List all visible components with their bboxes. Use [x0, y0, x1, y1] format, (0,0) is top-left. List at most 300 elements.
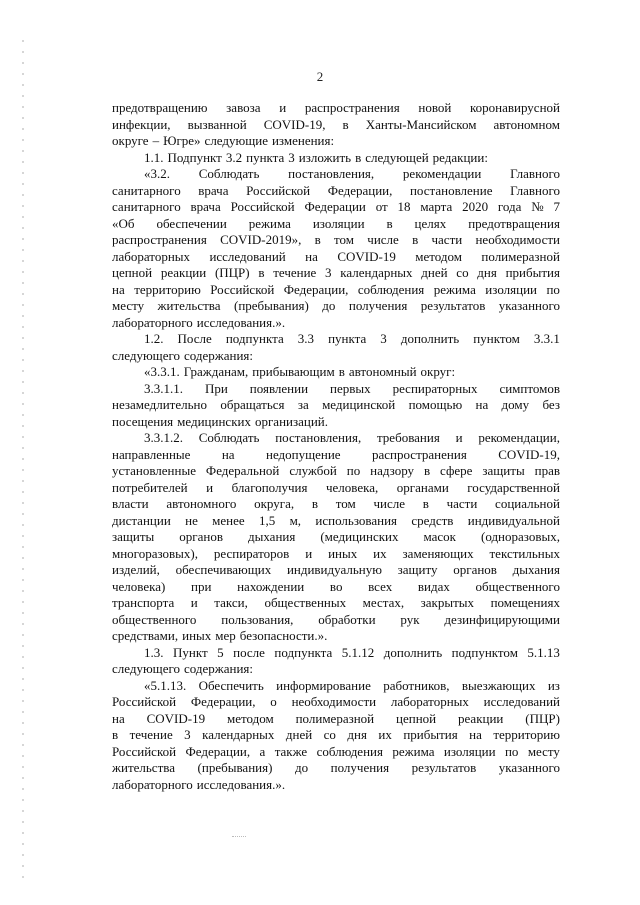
word: цепной	[396, 710, 437, 726]
word: распространения	[112, 232, 207, 247]
word: режима	[248, 215, 291, 231]
word: дезинфицирующими	[444, 611, 560, 627]
text-line	[112, 364, 560, 381]
text-line	[112, 529, 560, 546]
word: содержания:	[183, 661, 254, 676]
word: подпунктом	[451, 644, 518, 660]
word: 1,5	[259, 512, 276, 528]
paragraph	[112, 430, 560, 645]
word: изменения:	[271, 133, 335, 148]
word: месту	[112, 298, 145, 313]
word: всех	[368, 578, 393, 594]
word: исследования.».	[196, 776, 286, 792]
word: «5.1.13.	[144, 677, 187, 693]
word: методом	[226, 710, 274, 726]
text-line	[112, 331, 560, 348]
word: инфекции,	[112, 116, 171, 132]
word: территорию	[134, 281, 201, 297]
text-line	[112, 199, 560, 216]
word: изоляции	[443, 743, 496, 759]
word: до	[294, 760, 309, 775]
word: 3.3	[297, 331, 315, 346]
word: в	[311, 496, 318, 511]
text-line	[112, 183, 560, 200]
word: Главного	[510, 166, 560, 181]
document-body	[112, 100, 560, 793]
word: 5.1.12	[341, 644, 375, 660]
word: Соблюдать	[198, 166, 260, 181]
text-line	[112, 463, 560, 480]
text-line	[112, 480, 560, 497]
word: незамедлительно	[112, 397, 207, 412]
word: защиты	[112, 529, 155, 544]
word: в	[422, 496, 429, 511]
word: закрытых	[420, 595, 475, 610]
word: лабораторного	[112, 314, 193, 330]
word: При	[204, 380, 228, 396]
word: COVID-19,	[263, 116, 326, 132]
word: установленные	[112, 463, 196, 478]
word: исследований	[483, 694, 560, 709]
word: социальной	[495, 496, 560, 511]
word: года	[497, 199, 522, 214]
text-line	[112, 282, 560, 299]
word: –	[152, 133, 160, 148]
text-line	[112, 595, 560, 612]
word: выезжающих	[461, 677, 536, 693]
word: том	[335, 496, 356, 511]
word: округе	[112, 133, 149, 148]
word: результатов	[420, 298, 486, 313]
word: содержания:	[183, 347, 254, 363]
word: органов	[179, 529, 223, 544]
word: редакции:	[432, 149, 488, 165]
word: Главного	[510, 182, 560, 198]
text-line	[112, 628, 560, 645]
word: прибывающим	[252, 364, 335, 379]
word: использования	[315, 512, 398, 528]
word: на	[475, 397, 489, 412]
text-line	[112, 744, 560, 761]
word: Федеральной	[205, 463, 280, 478]
text-line	[112, 678, 560, 695]
word: целях	[414, 215, 447, 231]
word: COVID-19,	[498, 446, 560, 462]
word: пункта	[246, 149, 285, 165]
word: на	[112, 710, 125, 726]
paragraph	[112, 166, 560, 331]
word: респираторов	[213, 545, 290, 561]
word: появлении	[249, 380, 309, 396]
word: следующей	[365, 149, 429, 165]
word: месту	[527, 743, 560, 759]
word: общественных	[264, 595, 347, 610]
text-line	[112, 546, 560, 563]
text-line	[112, 232, 560, 249]
word: изделий,	[112, 562, 160, 577]
text-line	[112, 216, 560, 233]
word: пункта	[328, 331, 367, 346]
word: рекомендации,	[478, 430, 560, 445]
word: масок	[423, 529, 456, 544]
word: территорию	[493, 727, 560, 742]
text-line	[112, 496, 560, 513]
word: получения	[348, 298, 408, 313]
word: о	[270, 694, 277, 709]
word: посещения	[112, 413, 174, 429]
word: в	[258, 265, 265, 280]
scan-mark	[232, 836, 246, 838]
paragraph	[112, 150, 560, 167]
word: Федерации,	[185, 743, 251, 759]
word: и	[455, 430, 463, 445]
word: полимеразной	[481, 248, 560, 264]
word: защиту	[397, 562, 438, 577]
word: Федерации,	[327, 182, 393, 198]
word: 1.1.	[144, 149, 164, 165]
word: 5.1.13	[527, 644, 560, 660]
word: информирование	[276, 677, 371, 693]
word: по	[546, 281, 560, 297]
word: общественного	[112, 611, 197, 627]
word: индивидуальной	[467, 512, 560, 528]
word: в	[412, 232, 419, 247]
word: После	[177, 331, 212, 346]
word: календарных	[202, 727, 275, 742]
text-line	[112, 711, 560, 728]
word: (медицинских	[320, 529, 399, 544]
word: дополнить	[400, 331, 460, 346]
word: общественного	[475, 578, 560, 594]
word: иных	[182, 628, 212, 643]
word: по	[504, 743, 519, 759]
word: Федерации,	[283, 281, 349, 297]
word: прибытия	[403, 727, 458, 742]
word: соблюдения	[357, 281, 425, 297]
word: необходимости	[475, 232, 560, 247]
word: распространения	[304, 100, 400, 115]
word: в	[112, 727, 119, 742]
word: видах	[417, 578, 450, 594]
text-line	[112, 777, 560, 794]
word: и	[190, 595, 198, 610]
page-number: 2	[316, 69, 324, 84]
word: цепной	[112, 265, 153, 280]
word: числе	[373, 496, 405, 511]
paragraph	[112, 645, 560, 678]
word: недопущение	[265, 446, 341, 462]
text-line	[112, 447, 560, 464]
word: направленные	[112, 446, 191, 462]
word: указанного	[498, 298, 560, 313]
word: власти	[112, 496, 149, 511]
word: COVID-19	[337, 248, 396, 264]
word: прибытия	[505, 265, 560, 280]
word: по	[346, 463, 361, 478]
word: Российской	[246, 182, 311, 198]
word: средств	[411, 512, 454, 528]
word: симптомов	[499, 380, 560, 396]
word: числе	[367, 232, 399, 247]
word: и	[305, 545, 313, 561]
word: лабораторного	[112, 776, 193, 792]
word: санитарного	[112, 182, 181, 198]
word: дыхания	[248, 529, 296, 544]
text-line	[112, 166, 560, 183]
word: без	[542, 397, 560, 412]
text-line	[112, 265, 560, 282]
word: (ПЦР)	[214, 265, 250, 280]
word: реакции	[458, 710, 504, 726]
word: во	[329, 578, 343, 594]
word: режима	[392, 743, 435, 759]
word: Югре»	[163, 133, 201, 148]
word: надзору	[370, 463, 415, 478]
word: в	[342, 116, 349, 132]
word: медицинских	[177, 413, 251, 429]
word: течение	[273, 265, 317, 280]
word: COVID-2019»,	[220, 232, 302, 247]
word: требования	[376, 430, 440, 445]
word: рекомендации	[402, 166, 482, 181]
word: на	[112, 281, 125, 297]
word: дистанции	[112, 512, 171, 528]
word: реакции	[160, 265, 207, 280]
word: после	[233, 644, 265, 660]
word: течение	[129, 727, 173, 742]
word: 2020	[462, 199, 489, 214]
word: в	[423, 463, 431, 478]
text-line	[112, 661, 560, 678]
word: автономного	[166, 496, 237, 511]
word: благополучия	[231, 479, 308, 495]
text-line	[112, 562, 560, 579]
word: за	[297, 397, 309, 412]
word: подпункта	[274, 644, 333, 660]
word: и	[206, 479, 214, 495]
word: помощью	[408, 397, 463, 412]
word: государственной	[467, 479, 560, 495]
word: из	[547, 677, 560, 693]
text-line	[112, 150, 560, 167]
word: том	[334, 232, 355, 247]
word: службой	[289, 463, 337, 478]
word: «3.3.1.	[144, 364, 180, 379]
word: заменяющих	[402, 545, 474, 561]
word: следующие	[204, 133, 268, 148]
word: безопасности.».	[239, 628, 328, 643]
text-line	[112, 348, 560, 365]
word: округа,	[254, 496, 295, 511]
word: мер	[215, 628, 236, 643]
word: новой	[418, 100, 452, 115]
text-line	[112, 298, 560, 315]
paragraph	[112, 381, 560, 431]
word: предотвращения	[468, 215, 560, 231]
text-line	[112, 381, 560, 398]
word: подпункта	[225, 331, 284, 346]
word: на	[221, 446, 235, 462]
word: защиты	[482, 463, 525, 478]
word: организаций.	[254, 413, 329, 429]
text-line	[112, 579, 560, 596]
word: дыхания	[512, 562, 560, 577]
word: «3.2.	[144, 166, 170, 181]
word: округ:	[420, 364, 456, 379]
text-line	[112, 414, 560, 431]
word: рук	[400, 611, 420, 627]
word: получения	[330, 760, 390, 775]
scan-edge-marks	[22, 40, 24, 880]
word: обеспечивающих	[175, 562, 272, 577]
text-line	[112, 117, 560, 134]
word: дней	[421, 265, 448, 280]
word: 3	[288, 149, 295, 165]
word: «Об	[112, 215, 135, 231]
word: обращаться	[220, 397, 285, 412]
word: соблюдения	[316, 743, 383, 759]
word: Российской	[112, 743, 177, 759]
word: индивидуальную	[286, 562, 382, 577]
word: Подпункт	[167, 149, 222, 165]
word: пользования,	[221, 611, 294, 627]
word: в	[338, 364, 345, 379]
word: коронавирусной	[470, 100, 560, 115]
text-line	[112, 100, 560, 117]
word: постановления,	[288, 166, 375, 181]
word: (одноразовых,	[480, 529, 560, 544]
word: 3.3.1.2.	[144, 430, 183, 445]
text-line	[112, 694, 560, 711]
word: лабораторных	[112, 248, 191, 264]
word: 3.2	[225, 149, 243, 165]
word: (пребывания)	[233, 298, 309, 313]
word: распространения	[371, 446, 467, 462]
text-line	[112, 760, 560, 777]
word: Российской	[230, 199, 295, 214]
word: такси,	[214, 595, 248, 610]
word: на	[469, 727, 482, 742]
word: со	[323, 727, 336, 742]
word: менее	[212, 512, 245, 528]
word: Российской	[210, 281, 275, 297]
word: изоляции	[312, 215, 365, 231]
word: 3	[380, 331, 387, 346]
word: 3.3.1.1.	[144, 380, 183, 396]
word: медицинской	[322, 397, 396, 412]
word: изложить	[298, 149, 352, 165]
word: санитарного	[112, 199, 181, 214]
text-line	[112, 249, 560, 266]
word: врача	[198, 182, 229, 198]
word: не	[185, 512, 198, 528]
word: м,	[289, 512, 302, 528]
text-line	[112, 430, 560, 447]
word: части	[446, 496, 478, 511]
word: органов	[453, 562, 497, 577]
word: дня	[477, 265, 497, 280]
word: исследований	[209, 248, 286, 264]
word: иных	[328, 545, 358, 561]
word: а	[259, 743, 266, 759]
word: 7	[553, 199, 560, 214]
word: дней	[285, 727, 313, 742]
word: 5	[217, 644, 224, 660]
word: лабораторных	[390, 694, 469, 709]
word: следующего	[112, 661, 180, 676]
word: жительства	[112, 760, 175, 775]
word: марта	[420, 199, 453, 214]
paragraph	[112, 678, 560, 794]
paragraph	[112, 100, 560, 150]
word: и	[279, 100, 287, 115]
word: 1.3.	[144, 644, 164, 660]
word: части	[431, 232, 463, 247]
text-line	[112, 397, 560, 414]
word: необходимости	[291, 694, 377, 709]
paragraph	[112, 331, 560, 364]
word: пунктом	[473, 331, 520, 346]
word: автономном	[493, 116, 560, 132]
word: прав	[534, 463, 560, 478]
word: в	[355, 149, 362, 165]
word: человека,	[325, 479, 379, 495]
word: изоляции	[485, 281, 537, 297]
word: на	[305, 248, 318, 264]
word: №	[531, 199, 544, 214]
word: до	[322, 298, 336, 313]
word: COVID-19	[146, 710, 206, 726]
word: также	[274, 743, 308, 759]
word: обработки	[318, 611, 376, 627]
word: постановления,	[275, 430, 362, 445]
word: Федерации	[304, 199, 366, 214]
word: методом	[415, 248, 462, 264]
word: обеспечении	[156, 215, 227, 231]
word: Федерации,	[190, 694, 256, 709]
word: 3	[325, 265, 332, 280]
word: со	[456, 265, 469, 280]
word: следующего	[112, 347, 180, 363]
word: 3.3.1	[533, 331, 560, 346]
word: первых	[330, 380, 371, 396]
word: Российской	[112, 694, 177, 709]
word: Ханты-Мансийском	[365, 116, 477, 132]
word: в	[314, 232, 321, 247]
word: Соблюдать	[198, 430, 260, 445]
word: вызванной	[187, 116, 247, 132]
word: работников,	[383, 677, 450, 693]
word: многоразовых),	[112, 545, 198, 561]
word: Гражданам,	[183, 364, 249, 379]
word: исследования.».	[196, 314, 286, 330]
word: человека)	[112, 578, 166, 594]
word: местах,	[362, 595, 405, 610]
word: предотвращению	[112, 100, 208, 115]
word: сфере	[440, 463, 473, 478]
word: дополнить	[383, 644, 443, 660]
word: полимеразной	[295, 710, 375, 726]
word: календарных	[340, 265, 413, 280]
word: органами	[396, 479, 449, 495]
text-line	[112, 612, 560, 629]
word: дому	[501, 397, 530, 412]
word: дня	[347, 727, 367, 742]
text-line	[112, 727, 560, 744]
word: 3	[184, 727, 191, 742]
word: нахождении	[237, 578, 305, 594]
paragraph	[112, 364, 560, 381]
